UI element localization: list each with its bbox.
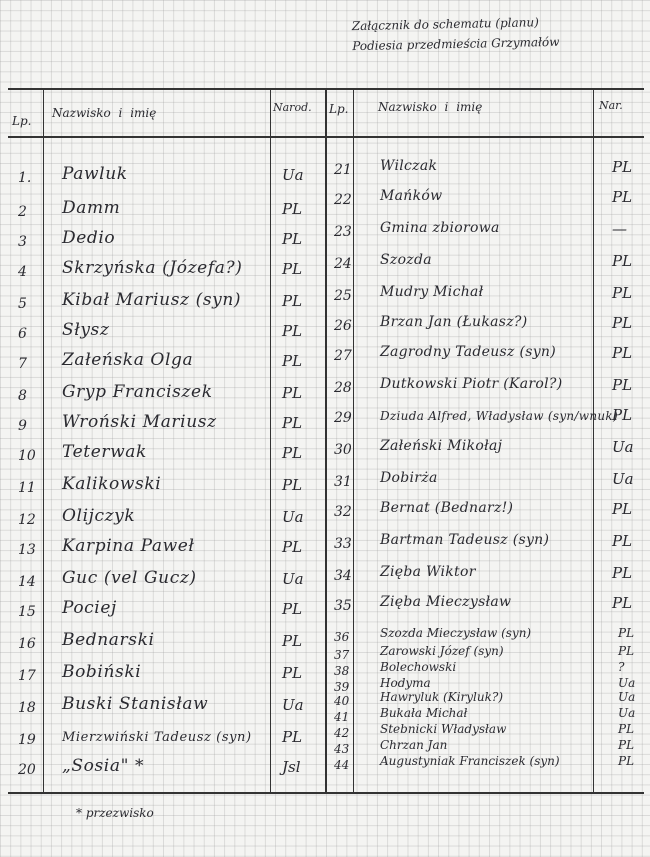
right-row-nationality: PL [612, 252, 633, 270]
right-row-lp: 34 [334, 568, 352, 584]
left-row-nationality: PL [282, 230, 303, 248]
left-row-nationality: PL [282, 728, 303, 746]
left-row-lp: 9 [18, 418, 27, 434]
left-row-nationality: PL [282, 260, 303, 278]
right-row-lp: 23 [334, 224, 352, 240]
right-row-nationality: PL [612, 376, 633, 394]
right-row-lp: 30 [334, 442, 352, 458]
right-row-lp: 38 [334, 664, 350, 678]
right-row-nationality: PL [612, 344, 633, 362]
header-nat-right: Nar. [599, 99, 623, 112]
left-row-name: Mierzwiński Tadeusz (syn) [62, 730, 252, 745]
left-row-name: Damm [62, 198, 121, 218]
left-row-nationality: PL [282, 352, 303, 370]
right-row-lp: 24 [334, 256, 352, 272]
right-row-lp: 35 [334, 598, 352, 614]
left-row-nationality: Ua [282, 696, 304, 714]
right-row-name: Dziuda Alfred, Władysław (syn/wnuk) [380, 409, 618, 423]
right-row-name: Bernat (Bednarz!) [380, 500, 514, 516]
right-row-lp: 41 [334, 710, 350, 724]
right-row-name: Bolechowski [380, 660, 457, 674]
left-row-name: Dedio [62, 228, 116, 248]
right-row-name: Bartman Tadeusz (syn) [380, 532, 550, 548]
left-row-lp: 13 [18, 542, 36, 558]
right-row-name: Hodyma [380, 676, 431, 690]
left-row-nationality: Ua [282, 570, 304, 588]
right-row-lp: 43 [334, 742, 350, 756]
left-row-nationality: PL [282, 664, 303, 682]
left-row-name: Pociej [62, 598, 117, 618]
right-row-lp: 21 [334, 162, 352, 178]
right-row-lp: 32 [334, 504, 352, 520]
left-row-nationality: PL [282, 200, 303, 218]
left-row-name: Bobiński [62, 662, 142, 682]
right-row-lp: 33 [334, 536, 352, 552]
right-row-nationality: ? [618, 660, 625, 674]
right-row-nationality: PL [618, 626, 635, 640]
left-row-nationality: PL [282, 476, 303, 494]
right-row-nationality: PL [612, 158, 633, 176]
right-row-lp: 44 [334, 758, 350, 772]
divider-nat-left [270, 88, 271, 792]
left-row-nationality: Jsl [282, 758, 301, 776]
left-row-name: Olijczyk [62, 506, 136, 526]
right-row-lp: 31 [334, 474, 352, 490]
header-name-right: Nazwisko i imię [378, 100, 483, 114]
right-row-name: Szozda [380, 252, 432, 268]
left-row-name: Guc (vel Gucz) [62, 568, 197, 588]
left-row-name: Słysz [62, 320, 110, 340]
left-row-lp: 2 [18, 204, 27, 220]
header-lp-left: Lp. [12, 114, 32, 128]
right-row-nationality: Ua [612, 438, 634, 456]
left-row-lp: 6 [18, 326, 27, 342]
left-row-name: Buski Stanisław [62, 694, 209, 714]
right-row-nationality: — [612, 220, 627, 238]
right-row-name: Bukała Michał [380, 706, 468, 720]
right-row-name: Zięba Mieczysław [380, 594, 512, 610]
left-row-nationality: PL [282, 600, 303, 618]
right-row-nationality: Ua [618, 690, 636, 704]
left-row-lp: 15 [18, 604, 36, 620]
left-row-name: „Sosia" * [62, 756, 145, 776]
right-row-name: Mudry Michał [380, 284, 484, 300]
left-row-lp: 4 [18, 264, 27, 280]
left-row-lp: 12 [18, 512, 36, 528]
left-row-lp: 17 [18, 668, 36, 684]
left-row-name: Bednarski [62, 630, 155, 650]
left-row-nationality: Ua [282, 166, 304, 184]
right-row-name: Dobirża [380, 470, 438, 486]
right-row-name: Zięba Wiktor [380, 564, 476, 580]
left-row-lp: 8 [18, 388, 27, 404]
right-row-lp: 40 [334, 694, 350, 708]
right-row-name: Zagrodny Tadeusz (syn) [380, 344, 557, 360]
left-row-lp: 10 [18, 448, 36, 464]
right-row-nationality: Ua [618, 706, 636, 720]
left-row-nationality: Ua [282, 508, 304, 526]
left-row-name: Pawluk [62, 164, 128, 184]
left-row-lp: 16 [18, 636, 36, 652]
left-row-name: Skrzyńska (Józefa?) [62, 258, 243, 278]
left-row-nationality: PL [282, 444, 303, 462]
right-row-name: Augustyniak Franciszek (syn) [380, 754, 560, 768]
left-row-name: Wroński Mariusz [62, 412, 217, 432]
right-row-name: Chrzan Jan [380, 738, 448, 752]
left-row-nationality: PL [282, 384, 303, 402]
right-row-nationality: PL [618, 738, 635, 752]
right-row-nationality: PL [612, 188, 633, 206]
right-row-nationality: PL [612, 284, 633, 302]
left-row-nationality: PL [282, 538, 303, 556]
divider-center [325, 88, 327, 792]
right-row-lp: 27 [334, 348, 352, 364]
divider-lp-right [353, 88, 354, 792]
footnote: * przezwisko [76, 806, 154, 820]
right-row-nationality: PL [612, 500, 633, 518]
right-row-name: Zarowski Józef (syn) [380, 644, 504, 658]
left-row-lp: 5 [18, 296, 27, 312]
left-row-name: Karpina Paweł [62, 536, 195, 556]
right-row-lp: 42 [334, 726, 350, 740]
right-row-nationality: Ua [612, 470, 634, 488]
right-row-nationality: PL [612, 594, 633, 612]
right-row-lp: 37 [334, 648, 350, 662]
right-row-lp: 26 [334, 318, 352, 334]
left-row-lp: 11 [18, 480, 36, 496]
left-row-nationality: PL [282, 322, 303, 340]
right-row-lp: 22 [334, 192, 352, 208]
left-row-nationality: PL [282, 292, 303, 310]
left-row-name: Kalikowski [62, 474, 162, 494]
right-row-name: Brzan Jan (Łukasz?) [380, 314, 528, 330]
left-row-name: Załeńska Olga [62, 350, 194, 370]
right-row-nationality: PL [612, 532, 633, 550]
right-row-lp: 39 [334, 680, 350, 694]
right-row-nationality: PL [618, 644, 635, 658]
header-note [352, 12, 560, 56]
right-row-nationality: PL [612, 314, 633, 332]
header-note-line-1: Załącznik do schematu (planu) [351, 15, 539, 34]
right-row-name: Szozda Mieczysław (syn) [380, 626, 532, 640]
left-row-lp: 3 [18, 234, 27, 250]
right-row-name: Dutkowski Piotr (Karol?) [380, 376, 563, 392]
left-row-name: Teterwak [62, 442, 147, 462]
divider-lp-left [43, 88, 44, 792]
right-row-lp: 36 [334, 630, 350, 644]
right-row-nationality: Ua [618, 676, 636, 690]
right-row-name: Hawryluk (Kiryluk?) [380, 690, 504, 704]
right-row-lp: 25 [334, 288, 352, 304]
left-row-name: Kibał Mariusz (syn) [62, 290, 242, 310]
left-row-lp: 18 [18, 700, 36, 716]
left-row-lp: 14 [18, 574, 36, 590]
right-row-nationality: PL [612, 406, 633, 424]
header-note-line-2: Podiesia przedmieścia Grzymałów [352, 34, 560, 54]
right-row-name: Stebnicki Władysław [380, 722, 507, 736]
header-nat-left: Narod. [273, 101, 312, 114]
header-name-left: Nazwisko i imię [52, 106, 157, 120]
right-row-lp: 29 [334, 410, 352, 426]
right-row-nationality: PL [612, 564, 633, 582]
divider-nat-right [593, 88, 594, 792]
left-row-lp: 1. [18, 170, 32, 186]
left-row-lp: 19 [18, 732, 36, 748]
left-row-lp: 20 [18, 762, 36, 778]
left-row-nationality: PL [282, 632, 303, 650]
right-row-nationality: PL [618, 722, 635, 736]
header-lp-right: Lp. [329, 102, 349, 116]
left-row-name: Gryp Franciszek [62, 382, 213, 402]
table-bottom-rule [8, 792, 644, 794]
left-row-nationality: PL [282, 414, 303, 432]
right-row-name: Wilczak [380, 158, 438, 174]
right-row-name: Gmina zbiorowa [380, 220, 500, 236]
right-row-name: Mańków [380, 188, 443, 204]
right-row-lp: 28 [334, 380, 352, 396]
right-row-name: Załeński Mikołaj [380, 438, 503, 454]
right-row-nationality: PL [618, 754, 635, 768]
left-row-lp: 7 [18, 356, 27, 372]
